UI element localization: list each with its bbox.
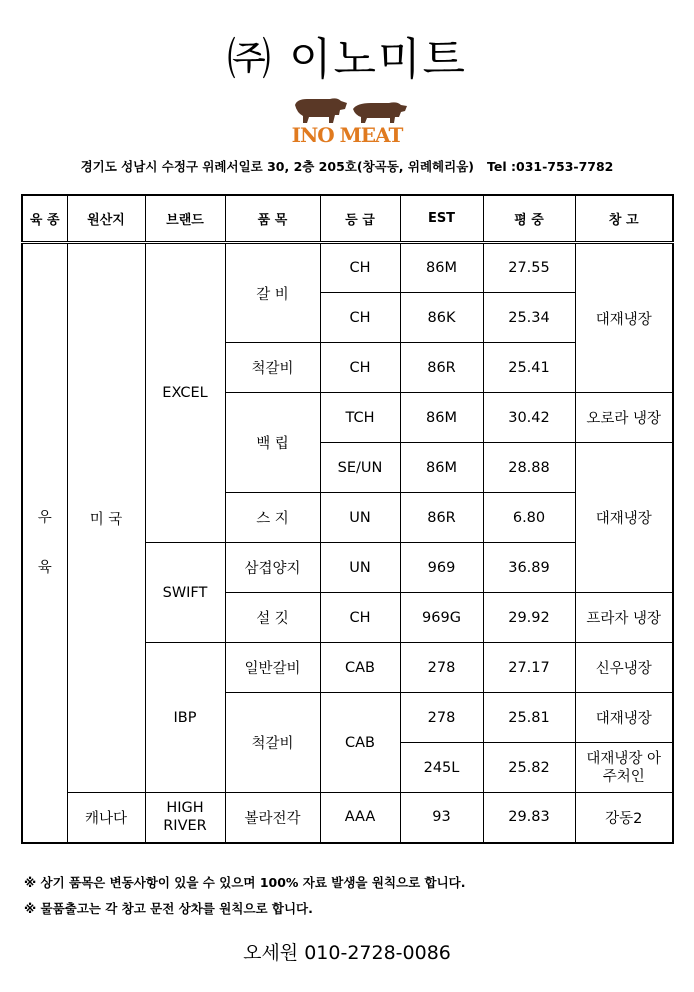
est-cell: 278 [400,693,483,743]
warehouse-cell: 대재냉장 [575,443,673,593]
column-header: 브랜드 [145,195,225,243]
weight-cell: 29.83 [483,793,575,843]
est-cell: 245L [400,743,483,793]
weight-cell: 6.80 [483,493,575,543]
item-cell: 백 립 [225,393,320,493]
column-header: 원산지 [67,195,145,243]
product-table [21,194,674,844]
item-cell: 척갈비 [225,343,320,393]
company-title: ㈜ 이노미트 [226,34,467,85]
brand-cell: IBP [145,643,225,793]
brand-cell: EXCEL [145,243,225,543]
company-address: 경기도 성남시 수정구 위례서일로 30, 2층 205호(창곡동, 위례헤리움) Tel :031-753-7782 [80,159,614,174]
weight-cell: 27.55 [483,243,575,293]
weight-cell: 30.42 [483,393,575,443]
table-header-row [22,195,673,243]
warehouse-cell: 대재냉장 [575,243,673,393]
weight-cell: 25.81 [483,693,575,743]
column-header: 창 고 [575,195,673,243]
brand-cell: SWIFT [145,543,225,643]
column-header: EST [400,195,483,243]
item-cell: 척갈비 [225,693,320,793]
column-header: 품 목 [225,195,320,243]
grade-cell: SE/UN [320,443,400,493]
grade-cell: CAB [320,693,400,793]
species-cell: 우 육 [22,243,67,843]
est-cell: 86R [400,343,483,393]
weight-cell: 29.92 [483,593,575,643]
origin-cell: 캐나다 [67,793,145,843]
logo-text: INO MEAT [291,123,403,147]
origin-cell: 미 국 [67,243,145,793]
grade-cell: UN [320,493,400,543]
est-cell: 86M [400,243,483,293]
table-row [22,243,673,293]
column-header: 평 중 [483,195,575,243]
weight-cell: 27.17 [483,643,575,693]
item-cell: 갈 비 [225,243,320,343]
item-cell: 스 지 [225,493,320,543]
column-header: 등 급 [320,195,400,243]
item-cell: 일반갈비 [225,643,320,693]
weight-cell: 25.34 [483,293,575,343]
grade-cell: CH [320,343,400,393]
contact-info: 오세원 010-2728-0086 [243,942,451,964]
est-cell: 86M [400,443,483,493]
warehouse-cell: 대재냉장 [575,693,673,743]
est-cell: 969G [400,593,483,643]
item-cell: 볼라전각 [225,793,320,843]
grade-cell: CAB [320,643,400,693]
warehouse-cell: 강동2 [575,793,673,843]
weight-cell: 25.41 [483,343,575,393]
est-cell: 969 [400,543,483,593]
grade-cell: CH [320,243,400,293]
column-header: 육 종 [22,195,67,243]
est-cell: 86M [400,393,483,443]
table-row [22,793,673,843]
est-cell: 93 [400,793,483,843]
grade-cell: CH [320,593,400,643]
est-cell: 86R [400,493,483,543]
warehouse-cell: 프라자 냉장 [575,593,673,643]
grade-cell: AAA [320,793,400,843]
weight-cell: 36.89 [483,543,575,593]
brand-cell: HIGH RIVER [145,793,225,843]
warehouse-cell: 대재냉장 아주처인 [575,743,673,793]
note-text: ※ 물품출고는 각 창고 문전 상차를 원칙으로 합니다. [24,901,313,916]
est-cell: 278 [400,643,483,693]
item-cell: 설 깃 [225,593,320,643]
grade-cell: UN [320,543,400,593]
grade-cell: TCH [320,393,400,443]
weight-cell: 28.88 [483,443,575,493]
warehouse-cell: 신우냉장 [575,643,673,693]
weight-cell: 25.82 [483,743,575,793]
warehouse-cell: 오로라 냉장 [575,393,673,443]
note-text: ※ 상기 품목은 변동사항이 있을 수 있으며 100% 자료 발생을 원칙으로 합니다. [24,875,466,890]
est-cell: 86K [400,293,483,343]
grade-cell: CH [320,293,400,343]
item-cell: 삼겹양지 [225,543,320,593]
